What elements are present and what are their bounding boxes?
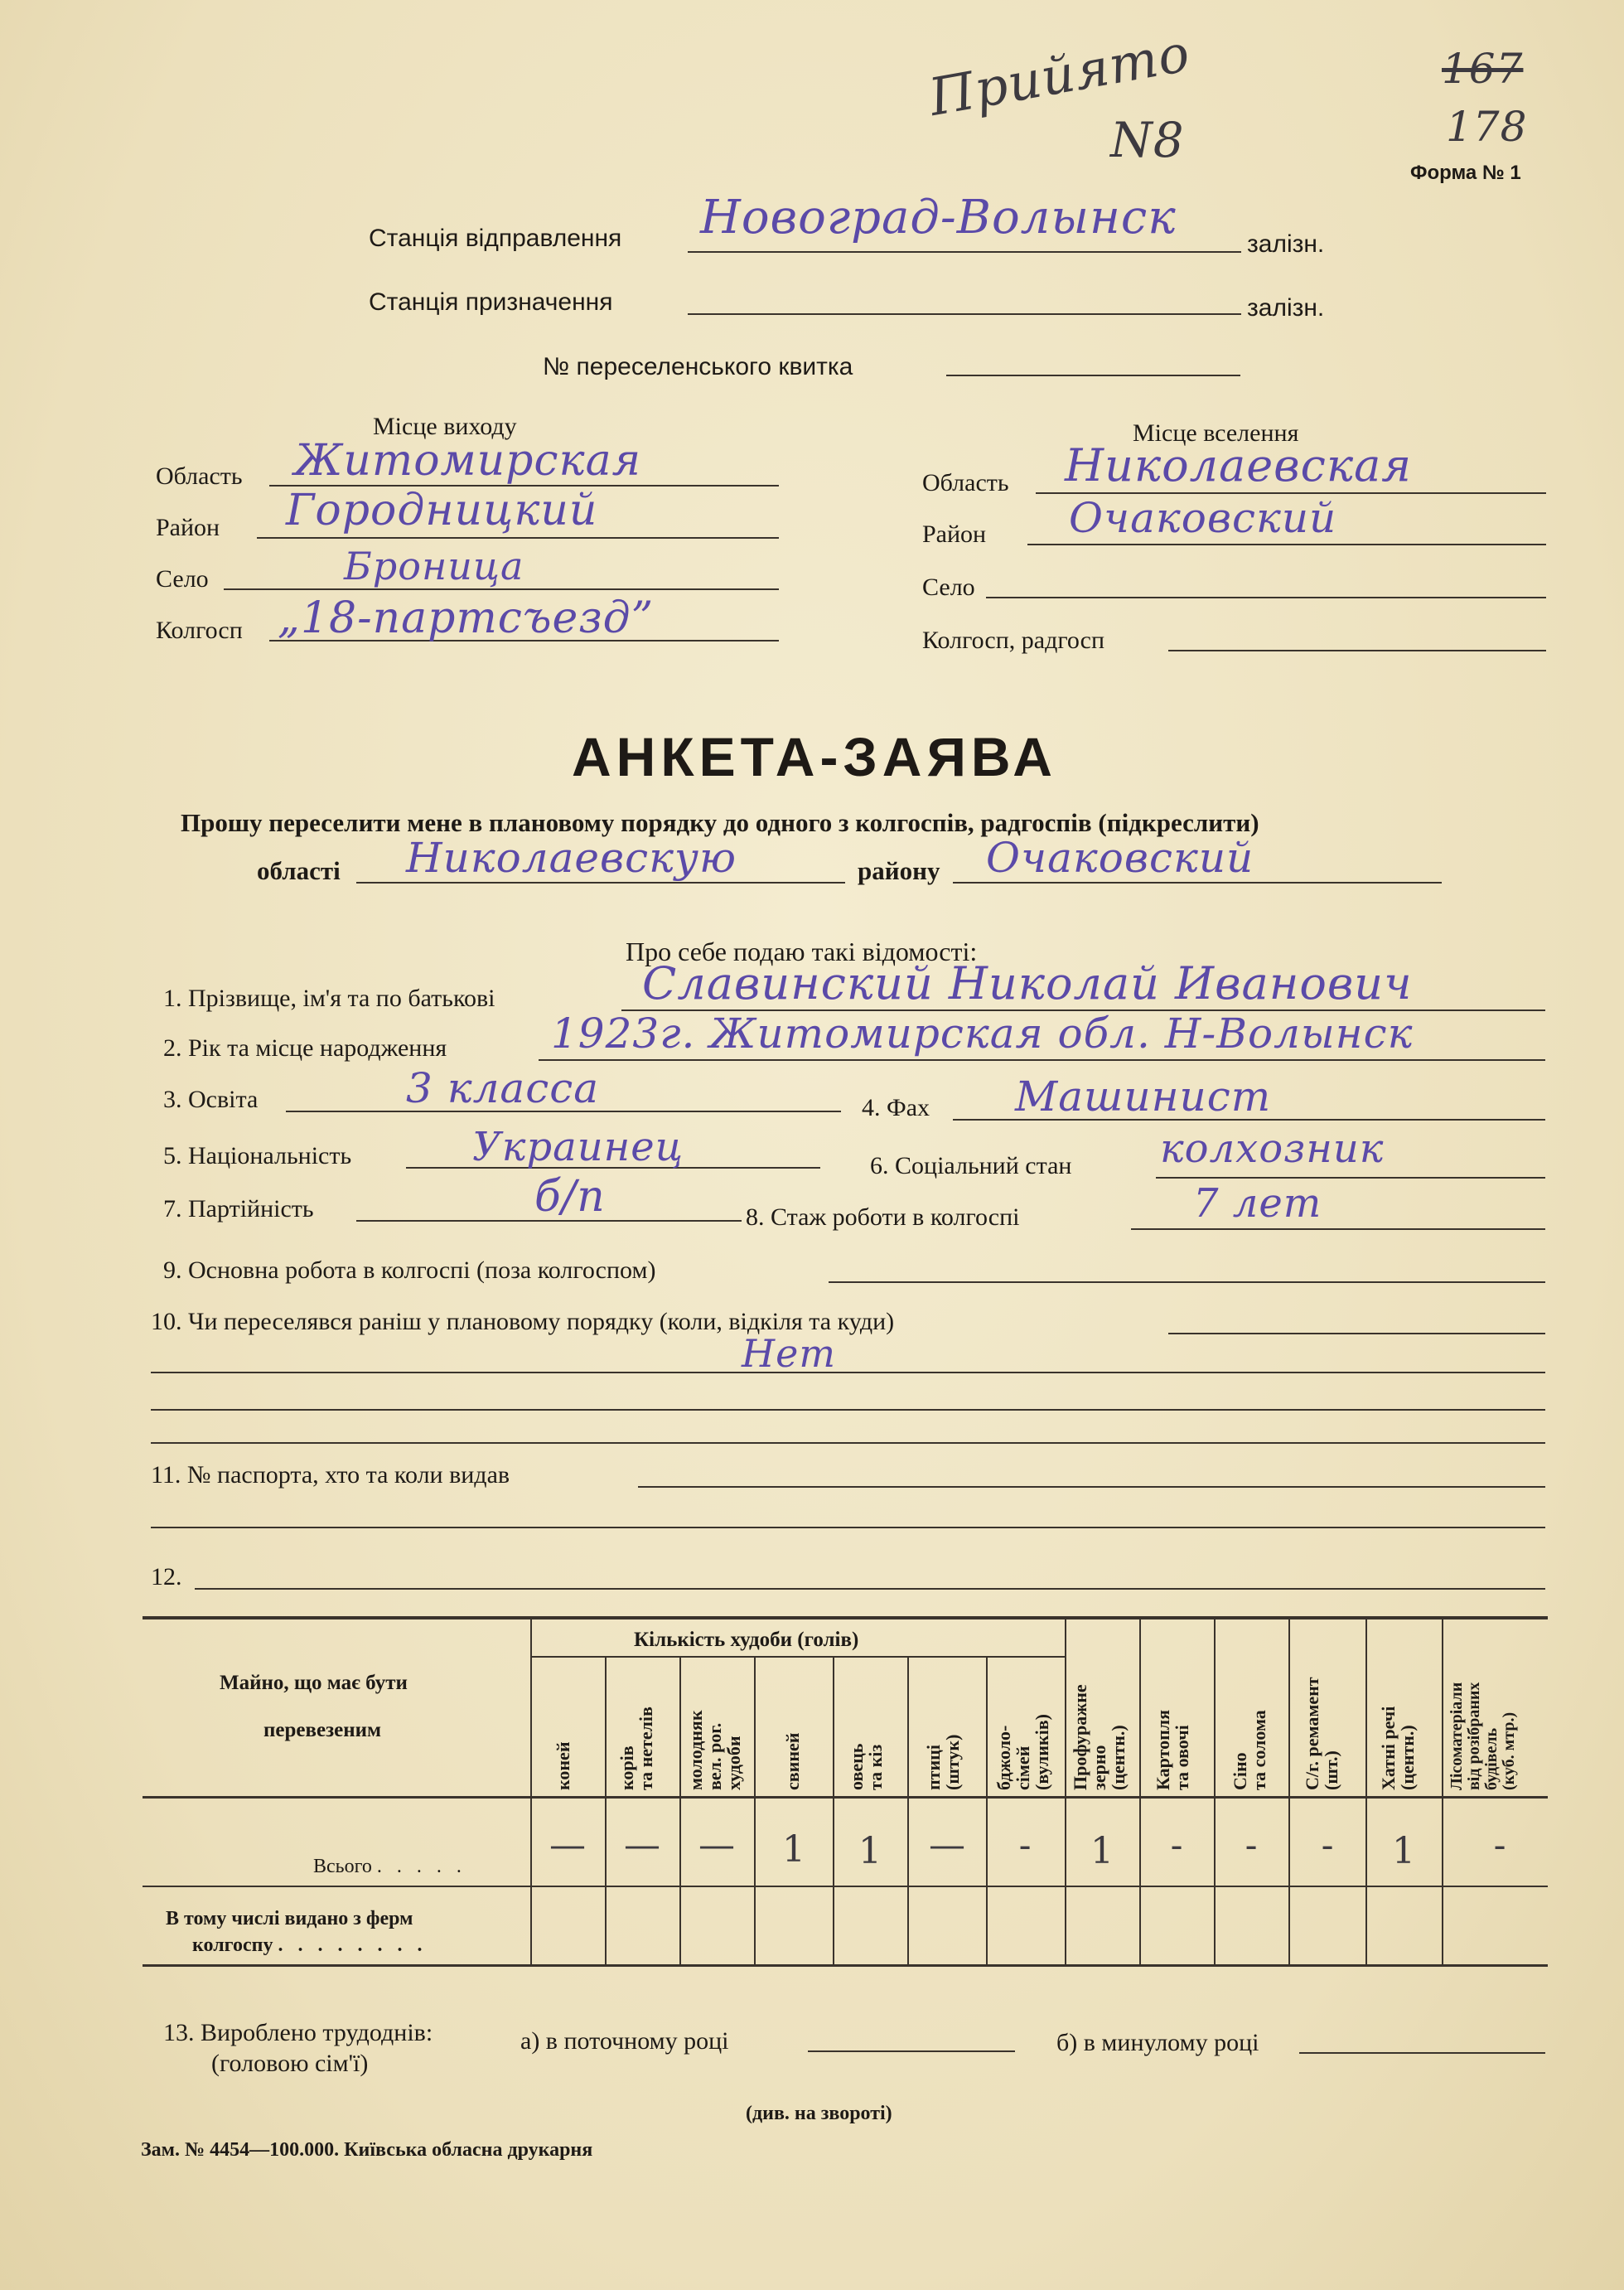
q10-line-4 xyxy=(151,1442,1545,1444)
dest-district-value: Очаковский xyxy=(1069,494,1337,542)
total-horses: — xyxy=(549,1824,586,1866)
col-young-cattle: молодняк вел. рог. худоби xyxy=(685,1710,745,1790)
q10-line-2 xyxy=(151,1372,1545,1373)
departure-station-value: Новоград-Волынск xyxy=(700,191,1177,244)
q11-label: 11. № паспорта, хто та коли видав xyxy=(151,1461,510,1489)
printer-imprint: Зам. № 4454—100.000. Київська обласна друкарня xyxy=(141,2139,593,2161)
dest-oblast-label: Область xyxy=(922,469,1009,496)
q2-label: 2. Рік та місце народження xyxy=(163,1034,447,1062)
q7-value: б/п xyxy=(534,1172,606,1222)
property-header-line-2: перевезеним xyxy=(263,1719,382,1741)
q1-value: Славинский Николай Иванович xyxy=(642,957,1413,1009)
col-horses: коней xyxy=(553,1741,573,1790)
total-pigs: 1 xyxy=(782,1828,805,1871)
q6-label: 6. Соціальний стан xyxy=(870,1152,1072,1179)
origin-district-label: Район xyxy=(156,514,220,541)
q8-label: 8. Стаж роботи в колгоспі xyxy=(746,1203,1020,1231)
number-note: N8 xyxy=(1110,112,1185,168)
dest-kolkhoz-line xyxy=(1168,650,1546,651)
origin-village-line xyxy=(224,588,779,590)
q6-value: колхозник xyxy=(1160,1126,1385,1172)
col-farm-tools: С/г. ремамент (шт.) xyxy=(1302,1677,1342,1790)
destination-station-label: Станція призначення xyxy=(369,288,613,316)
livestock-group-header: Кількість худоби (голів) xyxy=(634,1629,859,1651)
request-district-label: району xyxy=(858,856,940,885)
q10-line xyxy=(1168,1333,1545,1334)
workdays-sub: (головою сім'ї) xyxy=(211,2050,369,2077)
dest-district-line xyxy=(1027,544,1546,545)
q10-line-3 xyxy=(151,1409,1545,1411)
origin-district-line xyxy=(257,537,779,539)
total-potatoes: - xyxy=(1170,1824,1183,1866)
request-oblast-label: області xyxy=(257,856,341,885)
total-label: Всього . . . . . xyxy=(313,1856,466,1877)
farm-label-1: В тому числі видано з ферм xyxy=(166,1908,413,1929)
table-total-rule xyxy=(143,1886,1548,1887)
departure-station-label: Станція відправлення xyxy=(369,225,622,252)
col-sheep-goats: овець та кіз xyxy=(846,1743,887,1790)
archive-number: 178 xyxy=(1446,103,1528,151)
col-timber: Лісоматеріали від розібраних будівель (куб. мтр.) xyxy=(1448,1682,1518,1790)
q6-line xyxy=(1156,1177,1545,1179)
col-potatoes-vegetables: Картопля та овочі xyxy=(1153,1709,1193,1790)
property-header-line-1: Майно, що має бути xyxy=(220,1672,408,1694)
total-sheep-goats: 1 xyxy=(858,1830,882,1872)
origin-kolkhoz-label: Колгосп xyxy=(156,617,243,644)
q3-value: 3 класса xyxy=(406,1064,600,1112)
livestock-group-rule xyxy=(530,1656,1065,1658)
q11-line-2 xyxy=(151,1527,1545,1528)
form-title: АНКЕТА-ЗАЯВА xyxy=(572,726,1057,787)
destination-station-line xyxy=(688,313,1241,315)
dest-village-line xyxy=(986,597,1546,598)
origin-heading: Місце виходу xyxy=(373,413,517,440)
ticket-line xyxy=(946,375,1240,376)
workdays-b-label: б) в минулому році xyxy=(1056,2029,1259,2056)
q4-value: Машинист xyxy=(1015,1072,1272,1121)
workdays-label: 13. Вироблено трудоднів: xyxy=(163,2019,433,2046)
workdays-a-label: а) в поточному році xyxy=(520,2027,729,2055)
col-poultry: птиці (штук) xyxy=(923,1734,964,1790)
q12-line xyxy=(195,1588,1545,1590)
accepted-note: Прийято xyxy=(924,22,1195,128)
total-young-cattle: — xyxy=(698,1824,735,1866)
archive-number-crossed: 167 xyxy=(1442,45,1524,93)
dest-village-label: Село xyxy=(922,574,975,601)
request-district-line xyxy=(953,882,1442,884)
q10-value: Нет xyxy=(742,1331,836,1376)
q9-line xyxy=(829,1281,1545,1283)
total-bee-colonies: - xyxy=(1018,1824,1032,1866)
table-header-rule xyxy=(143,1796,1548,1799)
q8-value: 7 лет xyxy=(1193,1180,1322,1227)
workdays-b-line xyxy=(1299,2052,1545,2054)
origin-district-value: Городницкий xyxy=(286,486,598,535)
q11-line xyxy=(638,1486,1545,1488)
departure-station-line xyxy=(688,251,1241,253)
col-forage-grain: Профуражне зерно (центн.) xyxy=(1070,1684,1129,1790)
workdays-a-line xyxy=(808,2050,1015,2052)
destination-station-suffix: залізн. xyxy=(1247,294,1325,322)
farm-label-2: колгоспу . . . . . . . . xyxy=(192,1934,428,1956)
origin-oblast-value: Житомирская xyxy=(294,436,642,486)
q3-label: 3. Освіта xyxy=(163,1086,259,1113)
total-forage-grain: 1 xyxy=(1090,1830,1114,1872)
q12-label: 12. xyxy=(151,1563,182,1590)
q10-label: 10. Чи переселявся раніш у плановому порядку (коли, відкіля та куди) xyxy=(151,1308,895,1335)
q1-label: 1. Прізвище, ім'я та по батькові xyxy=(163,985,495,1012)
col-bee-colonies: бджоло- сімей (вуликів) xyxy=(993,1714,1053,1790)
table-bottom-rule xyxy=(143,1964,1548,1967)
total-timber: - xyxy=(1493,1824,1506,1866)
destination-heading: Місце вселення xyxy=(1133,419,1299,447)
dest-oblast-value: Николаевская xyxy=(1065,439,1413,491)
q2-line xyxy=(539,1059,1545,1061)
request-oblast-value: Николаевскую xyxy=(406,834,737,882)
total-tools: - xyxy=(1321,1824,1334,1866)
total-hay: - xyxy=(1245,1824,1258,1866)
table-top-rule xyxy=(143,1616,1548,1619)
q5-label: 5. Національність xyxy=(163,1142,352,1169)
col-pigs: свиней xyxy=(782,1732,803,1790)
info-intro: Про себе подаю такі відомості: xyxy=(626,937,978,966)
dest-kolkhoz-label: Колгосп, радгосп xyxy=(922,627,1105,654)
col-cows: корів та нетелів xyxy=(616,1707,657,1790)
footer-note: (див. на звороті) xyxy=(746,2103,892,2124)
total-household: 1 xyxy=(1392,1830,1415,1872)
q2-value: 1923г. Житомирская обл. Н-Волынск xyxy=(551,1009,1414,1058)
total-cows: — xyxy=(624,1824,660,1866)
dest-district-label: Район xyxy=(922,520,987,548)
origin-village-value: Броница xyxy=(344,544,524,588)
request-oblast-line xyxy=(356,882,845,884)
request-district-value: Очаковский xyxy=(986,834,1254,882)
departure-station-suffix: залізн. xyxy=(1247,230,1325,258)
ticket-label: № переселенського квитка xyxy=(543,353,853,380)
origin-oblast-label: Область xyxy=(156,462,243,490)
col-hay-straw: Сіно та солома xyxy=(1230,1710,1270,1790)
request-text: Прошу переселити мене в плановому порядку до одного з колгоспів, радгоспів (підкреслити) xyxy=(181,808,1259,837)
total-poultry: — xyxy=(929,1824,965,1866)
form-label: Форма № 1 xyxy=(1410,162,1521,184)
q8-line xyxy=(1131,1228,1545,1230)
q7-label: 7. Партійність xyxy=(163,1195,314,1222)
q5-value: Украинец xyxy=(472,1124,684,1170)
col-household-goods: Хатні речі (центн.) xyxy=(1378,1706,1419,1790)
origin-village-label: Село xyxy=(156,565,209,593)
q4-label: 4. Фах xyxy=(862,1094,930,1121)
q9-label: 9. Основна робота в колгоспі (поза колгоспом) xyxy=(163,1256,656,1284)
origin-kolkhoz-value: „18-партсъезд” xyxy=(278,593,655,643)
